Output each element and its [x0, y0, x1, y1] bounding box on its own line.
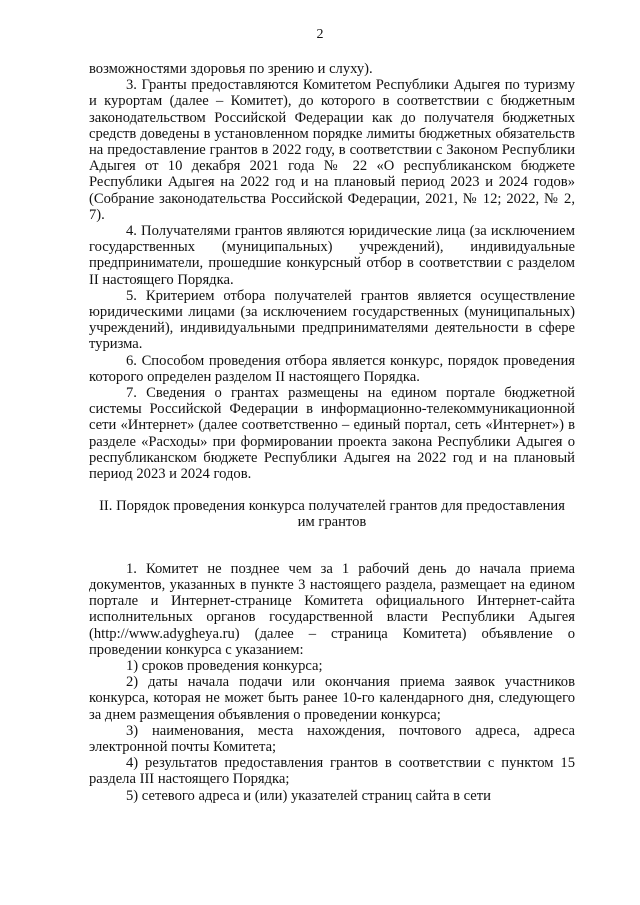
page-number: 2 [316, 27, 324, 42]
paragraph-item-4: 4. Получателями грантов являются юридические лица (за исключением государственных (муниципальных) учреждений), индивидуальные предприниматели, прошедшие конкурсный отбор в соответствии с разделом II настоящего Порядка. [89, 223, 575, 288]
list-item-2: 2) даты начала подачи или окончания приема заявок участников конкурса, которая не может быть ранее 10-го календарного дня, следующего за днем размещения объявления о проведении конкурса; [89, 674, 575, 723]
paragraph-item-3: 3. Гранты предоставляются Комитетом Республики Адыгея по туризму и курортам (далее – Комитет), до которого в соответствии с бюджетным законодательством Российской Федерации как до получателя бюджетных средств доведены в установленном порядке лимиты бюджетных обязательств на предоставление грантов в 2022 году, в соответствии с Законом Республики Адыгея от 10 декабря 2021 года № 22 «О республиканском бюджете Республики Адыгея на 2022 год и на плановый период 2023 и 2024 годов» (Собрание законодательства Российской Федерации, 2021, № 12; 2022, № 2, 7). [89, 77, 575, 223]
paragraph-continuation: возможностями здоровья по зрению и слуху). [89, 61, 373, 77]
document-body [89, 61, 575, 804]
paragraph-item-6: 6. Способом проведения отбора является конкурс, порядок проведения которого определен разделом II настоящего Порядка. [89, 352, 575, 385]
paragraph-section2-item-1: 1. Комитет не позднее чем за 1 рабочий день до начала приема документов, указанных в пункте 3 настоящего раздела, размещает на едином портале и Интернет-странице Комитета официального Интернет-сайта исполнительных органов государственной власти Республики Адыгея (http://www.adygheya.ru) (далее – страница Комитета) объявление о проведении конкурса с указанием: [89, 560, 575, 658]
section-heading-line-1: II. Порядок проведения конкурса получателей грантов для предоставления [99, 498, 565, 515]
section-heading [95, 498, 569, 530]
section-heading-line-2: им грантов [297, 514, 367, 531]
list-item-4: 4) результатов предоставления грантов в соответствии с пунктом 15 раздела III настоящего Порядка; [89, 755, 575, 788]
paragraph-item-7: 7. Сведения о грантах размещены на едином портале бюджетной системы Российской Федерации в информационно-телекоммуникационной сети «Интернет» (далее соответственно – единый портал, сеть «Интернет») в разделе «Расходы» при формировании проекта закона Республики Адыгея о республиканском бюджете Республики Адыгея на 2022 год и на плановый период 2023 и 2024 годов. [89, 385, 575, 483]
list-item-1: 1) сроков проведения конкурса; [126, 657, 323, 674]
paragraph-item-5: 5. Критерием отбора получателей грантов является осуществление юридическими лицами (за исключением государственных (муниципальных) учреждений), индивидуальными предпринимателями деятельности в сфере туризма. [89, 287, 575, 353]
list-item-5: 5) сетевого адреса и (или) указателей страниц сайта в сети [126, 787, 491, 804]
list-item-3: 3) наименования, места нахождения, почтового адреса, адреса электронной почты Комитета; [89, 722, 575, 755]
